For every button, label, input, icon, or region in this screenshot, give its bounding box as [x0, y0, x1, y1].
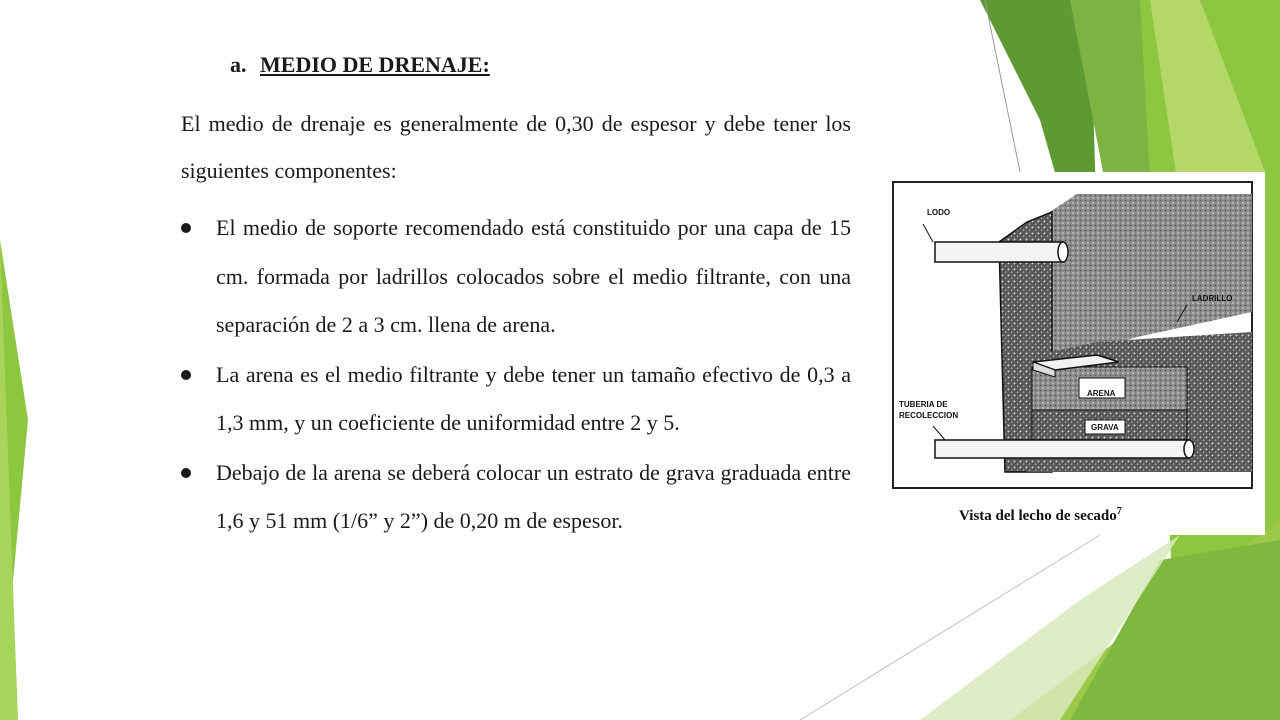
bullet-dot-icon [181, 370, 191, 380]
drying-bed-diagram [887, 172, 1265, 535]
figure-caption [959, 506, 1122, 525]
list-item-text: Debajo de la arena se deberá colocar un estrato de grava graduada entre 1,6 y 51 mm (1/6” y 2”) de 0,20 m de espesor. [216, 459, 851, 533]
list-item-text: El medio de soporte recomendado está constituido por una capa de 15 cm. formada por ladrillos colocados sobre el medio filtrante, con una separación de 2 a 3 cm. llena de arena. [216, 215, 851, 337]
section-number: a. [230, 52, 247, 77]
tuberia-label-line1: TUBERIA DE [899, 400, 948, 409]
bullet-dot-icon [181, 223, 191, 233]
collection-pipe-end [1184, 440, 1194, 458]
list-item [181, 449, 851, 546]
drying-bed-figure [887, 172, 1265, 535]
figure-footnote: 7 [1116, 506, 1122, 517]
arena-label: ARENA [1087, 389, 1116, 398]
inlet-pipe [935, 242, 1063, 262]
intro-paragraph: El medio de drenaje es generalmente de 0,30 de espesor y debe tener los siguientes componentes: [181, 111, 851, 183]
ladrillo-label: LADRILLO [1192, 294, 1233, 303]
list-item [181, 204, 851, 350]
grava-label: GRAVA [1091, 423, 1119, 432]
lodo-label: LODO [927, 208, 951, 217]
tuberia-label-line2: RECOLECCION [899, 411, 959, 420]
section-title: MEDIO DE DRENAJE: [260, 52, 490, 77]
list-item-text: La arena es el medio filtrante y debe tener un tamaño efectivo de 0,3 a 1,3 mm, y un coeficiente de uniformidad entre 2 y 5. [216, 361, 851, 435]
inlet-pipe-end [1058, 242, 1068, 262]
bullet-dot-icon [181, 468, 191, 478]
list-item [181, 351, 851, 448]
figure-caption-text: Vista del lecho de secado [959, 508, 1117, 524]
component-list [181, 204, 851, 547]
section-heading [230, 52, 490, 78]
collection-pipe [935, 440, 1189, 458]
